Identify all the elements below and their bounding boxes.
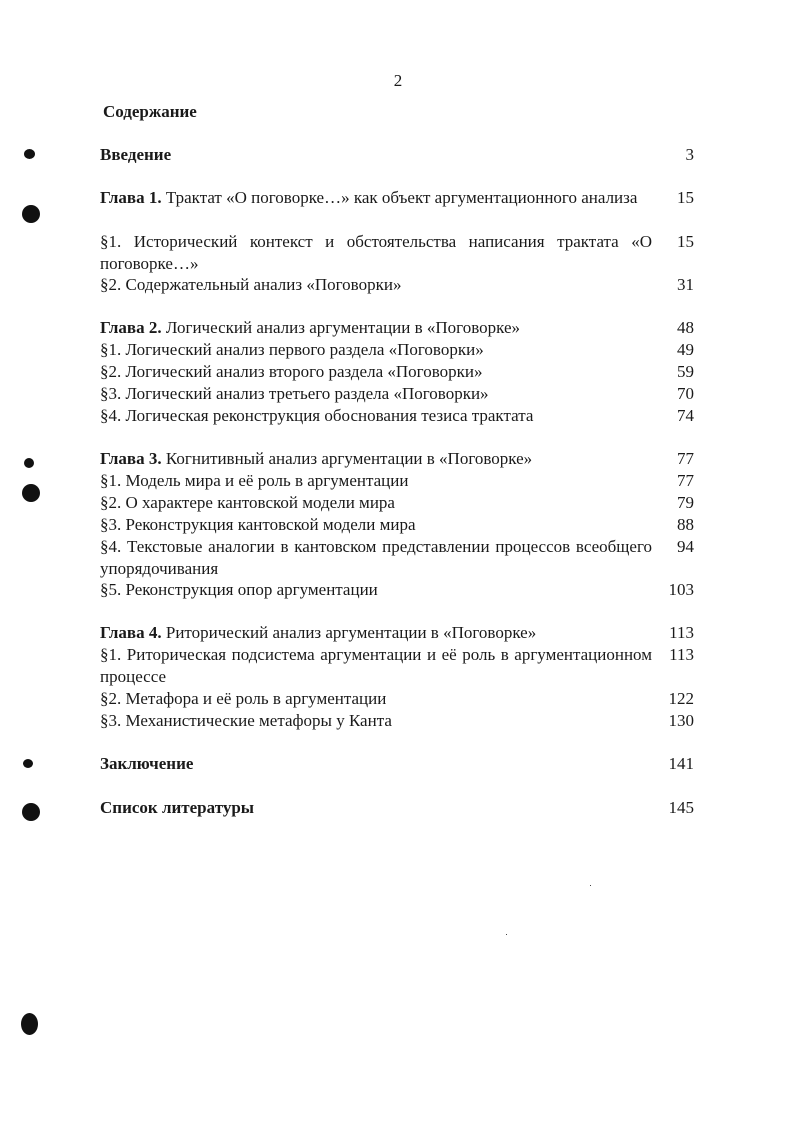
- toc-heading: Содержание: [103, 102, 197, 121]
- section-title: §4. Логическая реконструкция обоснования тезиса трактата: [100, 406, 534, 425]
- toc-entry-page: 74: [677, 406, 694, 425]
- toc-section: [100, 274, 694, 296]
- punch-hole-mark: [24, 149, 35, 159]
- section-title: §2. Содержательный анализ «Поговорки»: [100, 275, 402, 294]
- scan-speck: [506, 934, 507, 935]
- chapter-title: Когнитивный анализ аргументации в «Поговорке»: [165, 449, 533, 468]
- toc-section: [100, 514, 694, 536]
- toc-entry-intro: [100, 144, 694, 166]
- toc-chapter-3: [100, 448, 694, 470]
- chapter-label: Глава 1.: [100, 188, 162, 207]
- toc-entry-page: 3: [685, 145, 694, 164]
- punch-hole-mark: [23, 759, 33, 768]
- toc-chapter-1: [100, 187, 694, 209]
- toc-entry-page: 113: [669, 645, 694, 664]
- toc-entry-page: 130: [668, 711, 694, 730]
- toc-entry-page: 59: [677, 362, 694, 381]
- toc-entry-title: Заключение: [100, 754, 194, 773]
- page-number: 2: [393, 71, 403, 90]
- toc-section: [100, 383, 694, 405]
- toc-section: [100, 470, 694, 492]
- section-title: §2. Логический анализ второго раздела «Поговорки»: [100, 362, 483, 381]
- toc-section: [100, 579, 694, 601]
- section-title: §1. Логический анализ первого раздела «Поговорки»: [100, 340, 484, 359]
- toc-entry-page: 31: [677, 275, 694, 294]
- toc-entry-page: 49: [677, 340, 694, 359]
- toc-entry-page: 15: [677, 232, 694, 251]
- toc-entry-page: 145: [668, 798, 694, 817]
- toc-entry-page: 48: [677, 318, 694, 337]
- section-title: §4. Текстовые аналогии в кантовском представлении процессов всеобщего упорядочивания: [100, 537, 652, 578]
- toc-entry-page: 141: [668, 754, 694, 773]
- section-title: §5. Реконструкция опор аргументации: [100, 580, 378, 599]
- chapter-label: Глава 2.: [100, 318, 162, 337]
- scan-speck: [590, 885, 591, 886]
- toc-entry-page: 70: [677, 384, 694, 403]
- section-title: §1. Риторическая подсистема аргументации и её роль в аргументационном процессе: [100, 645, 652, 686]
- chapter-label: Глава 4.: [100, 623, 162, 642]
- section-title: §3. Реконструкция кантовской модели мира: [100, 515, 416, 534]
- section-title: §2. Метафора и её роль в аргументации: [100, 689, 387, 708]
- section-title: §3. Логический анализ третьего раздела «Поговорки»: [100, 384, 489, 403]
- toc-entry-title: Введение: [100, 145, 172, 164]
- toc-section: [100, 710, 694, 732]
- section-title: §1. Исторический контекст и обстоятельства написания трактата «О поговорке…»: [100, 232, 652, 273]
- toc-entry-page: 94: [677, 537, 694, 556]
- toc-section: [100, 339, 694, 361]
- section-title: §3. Механистические метафоры у Канта: [100, 711, 392, 730]
- toc-entry-page: 79: [677, 493, 694, 512]
- toc-entry-title: Список литературы: [100, 798, 255, 817]
- toc-entry-page: 77: [677, 471, 694, 490]
- toc-entry-page: 15: [677, 188, 694, 207]
- toc-entry-bibliography: [100, 797, 694, 819]
- punch-hole-mark: [21, 1013, 38, 1035]
- toc-section: [100, 688, 694, 710]
- punch-hole-mark: [22, 484, 40, 502]
- toc-entry-page: 88: [677, 515, 694, 534]
- toc-section: [100, 644, 694, 688]
- toc-entry-page: 122: [668, 689, 694, 708]
- toc-entry-conclusion: [100, 753, 694, 775]
- section-title: §1. Модель мира и её роль в аргументации: [100, 471, 409, 490]
- toc-section: [100, 405, 694, 427]
- toc-section: [100, 231, 694, 275]
- toc-entry-page: 113: [669, 623, 694, 642]
- toc-entry-page: 103: [668, 580, 694, 599]
- toc-section: [100, 536, 694, 580]
- section-title: §2. О характере кантовской модели мира: [100, 493, 395, 512]
- toc-chapter-4: [100, 622, 694, 644]
- chapter-title: Трактат «О поговорке…» как объект аргументационного анализа: [165, 188, 638, 207]
- toc-section: [100, 361, 694, 383]
- punch-hole-mark: [22, 803, 40, 821]
- toc-section: [100, 492, 694, 514]
- chapter-title: Риторический анализ аргументации в «Поговорке»: [165, 623, 537, 642]
- chapter-title: Логический анализ аргументации в «Поговорке»: [165, 318, 521, 337]
- punch-hole-mark: [22, 205, 40, 223]
- punch-hole-mark: [24, 458, 34, 468]
- chapter-label: Глава 3.: [100, 449, 162, 468]
- toc-chapter-2: [100, 317, 694, 339]
- toc-entry-page: 77: [677, 449, 694, 468]
